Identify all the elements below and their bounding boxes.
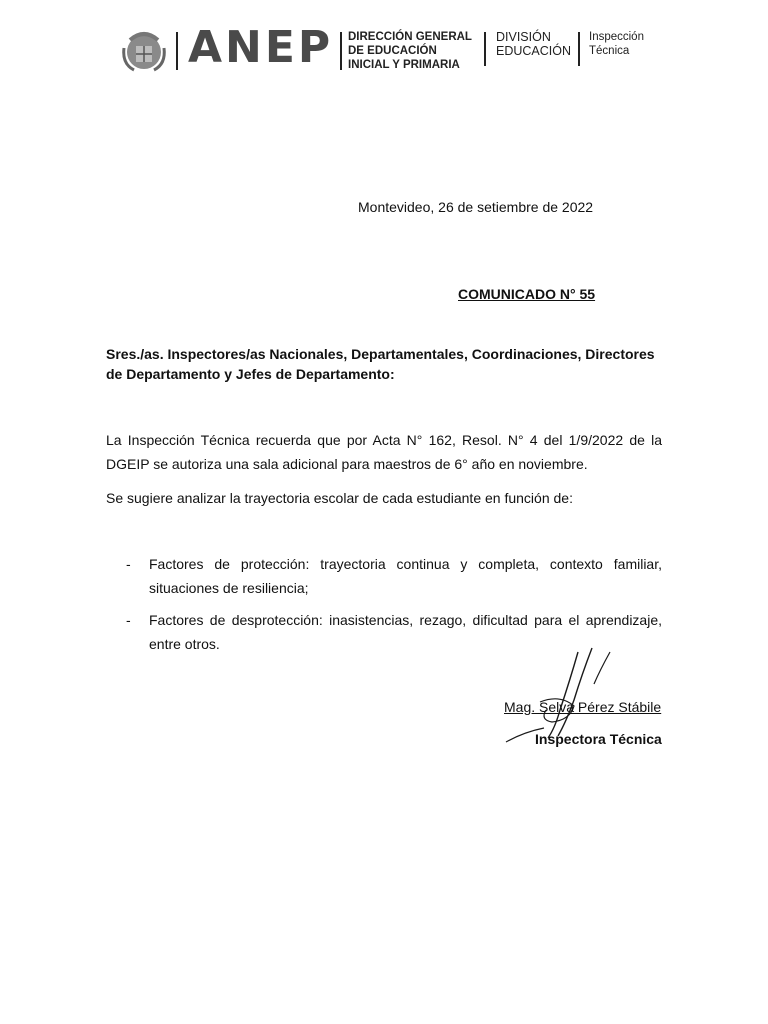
divider — [484, 32, 486, 66]
body-paragraph: Se sugiere analizar la trayectoria escolar de cada estudiante en función de: — [106, 490, 573, 506]
divider — [578, 32, 580, 66]
org-logo-text: ANEP — [188, 22, 334, 73]
section-label: Inspección Técnica — [589, 31, 644, 57]
document-title: COMUNICADO N° 55 — [458, 286, 596, 302]
place-date: Montevideo, 26 de setiembre de 2022 — [358, 199, 594, 215]
addressee: Sres./as. Inspectores/as Nacionales, Departamentales, Coordinaciones, Directores de Departamento y Jefes de Departamento: — [106, 346, 655, 382]
direction-label: DIRECCIÓN GENERAL DE EDUCACIÓN INICIAL Y PRIMARIA — [348, 31, 472, 71]
body-paragraph: La Inspección Técnica recuerda que por Acta N° 162, Resol. N° 4 del 1/9/2022 de la DGEIP se autoriza una sala adicional para maestros de 6° año en noviembre. — [106, 432, 662, 472]
divider — [340, 32, 342, 70]
divider — [176, 32, 178, 70]
bullet-marker: - — [126, 612, 131, 628]
list-item-text: Factores de desprotección: inasistencias, rezago, dificultad para el aprendizaje, entre otros. — [149, 612, 662, 652]
coat-of-arms-icon — [118, 26, 170, 74]
letterhead — [118, 22, 678, 74]
signatory-role: Inspectora Técnica — [535, 731, 662, 747]
division-label: DIVISIÓN EDUCACIÓN — [496, 30, 572, 58]
bullet-marker: - — [126, 556, 131, 572]
signatory-name: Mag. Selva Pérez Stábile — [504, 699, 662, 715]
list-item-text: Factores de protección: trayectoria continua y completa, contexto familiar, situaciones de resiliencia; — [149, 556, 662, 596]
